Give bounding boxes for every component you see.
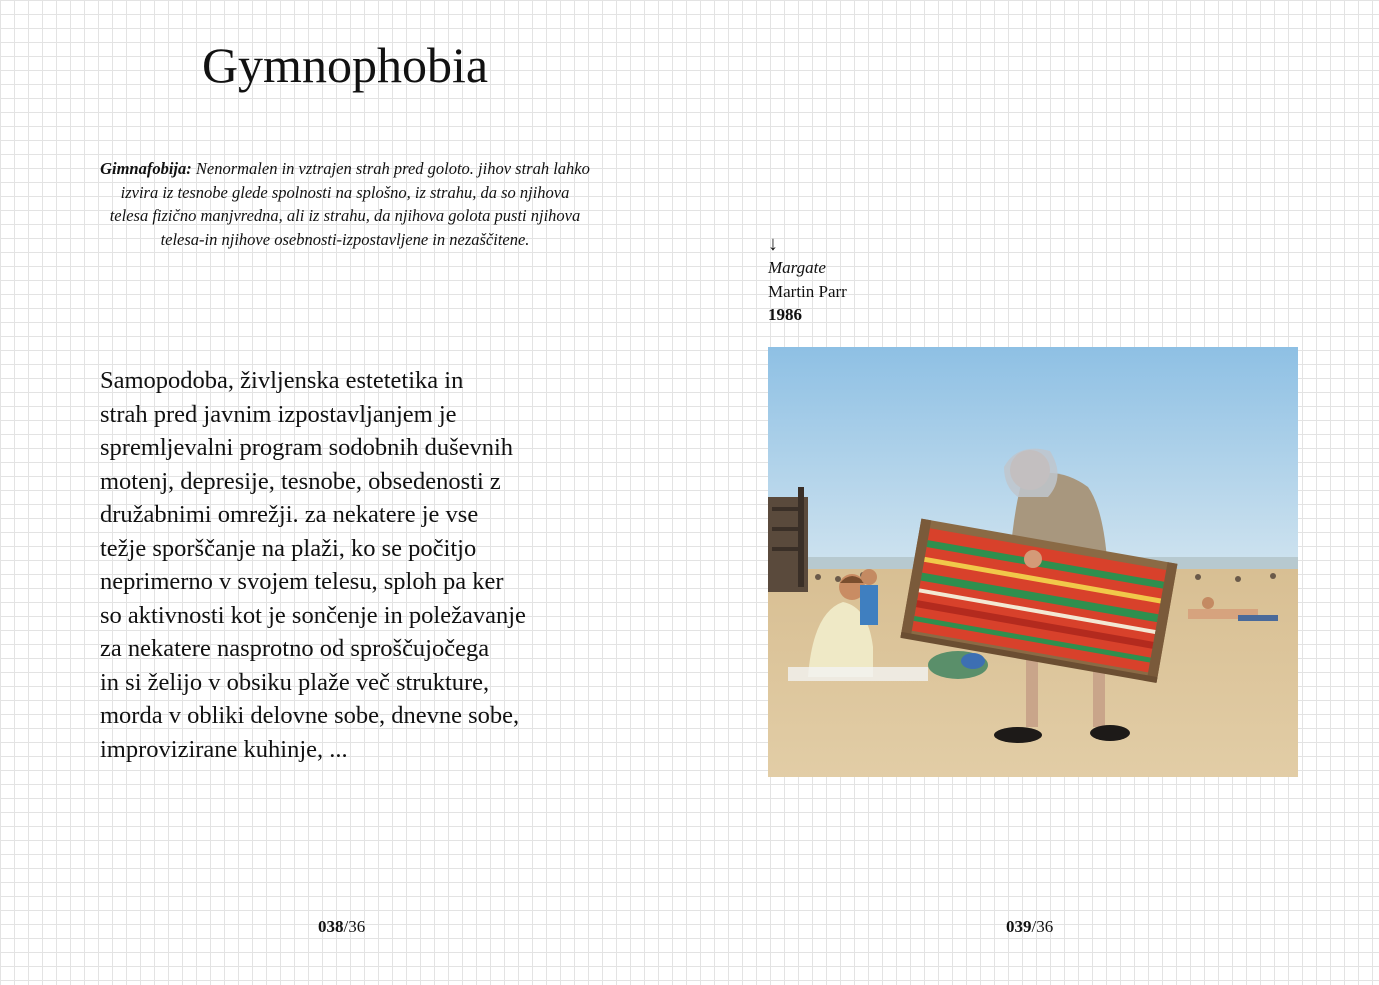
body-line: so aktivnosti kot je sončenje in poležavanje xyxy=(100,601,526,629)
page-number-total: /36 xyxy=(343,917,366,936)
caption-place: Margate xyxy=(768,258,826,277)
page-number-current: 039 xyxy=(1006,917,1032,936)
body-line: za nekatere nasprotno od sproščujočega xyxy=(100,635,490,662)
body-line: morda v obliki delovne sobe, dnevne sobe, xyxy=(100,702,520,729)
beach-photo xyxy=(768,347,1298,777)
definition-paragraph xyxy=(100,157,590,251)
caption-year: 1986 xyxy=(768,305,802,324)
beach-bag xyxy=(928,651,988,679)
body-line: Samopodoba, življenska estetetika in xyxy=(100,367,464,394)
page-number-current: 038 xyxy=(318,917,344,936)
body-line: spremljevalni program sodobnih duševnih xyxy=(100,434,514,461)
body-line: improvizirane kuhinje, ... xyxy=(100,735,348,763)
hand xyxy=(1024,550,1042,568)
page-number xyxy=(1006,917,1053,937)
body-line: težje sporščanje na plaži, ko se počitjo xyxy=(100,534,477,562)
page-title: Gymnophobia xyxy=(201,37,489,93)
body-line: in si želijo v obsiku plaže več strukture, xyxy=(100,668,490,696)
body-line: strah pred javnim izpostavljanjem je xyxy=(100,400,457,428)
photo-caption xyxy=(768,233,847,327)
down-arrow-icon: ↓ xyxy=(768,233,778,255)
pier xyxy=(768,487,808,592)
definition-text: Nenormalen in vztrajen strah pred goloto. jihov strah lahko izvira iz tesnobe glede spolnosti na splošno, iz strahu, da so njihova telesa fizično manjvredna, ali iz strahu, da njihova golota pusti njihova telesa-in njihove osebnosti-izpostavljene in nezaščitene. xyxy=(109,159,590,249)
body-line: družabnimi omrežji. za nekatere je vse xyxy=(100,501,479,528)
body-text xyxy=(100,364,590,766)
right-page xyxy=(690,0,1379,985)
page-number xyxy=(318,917,365,937)
beach-photo-illustration xyxy=(768,347,1298,777)
body-line: neprimerno v svojem telesu, sploh pa ker xyxy=(100,568,504,595)
caption-author: Martin Parr xyxy=(768,281,847,301)
body-line: motenj, depresije, tesnobe, obsedenosti z xyxy=(100,467,501,495)
background-person xyxy=(860,569,878,625)
page-number-total: /36 xyxy=(1031,917,1054,936)
definition-term: Gimnafobija: xyxy=(100,159,192,178)
